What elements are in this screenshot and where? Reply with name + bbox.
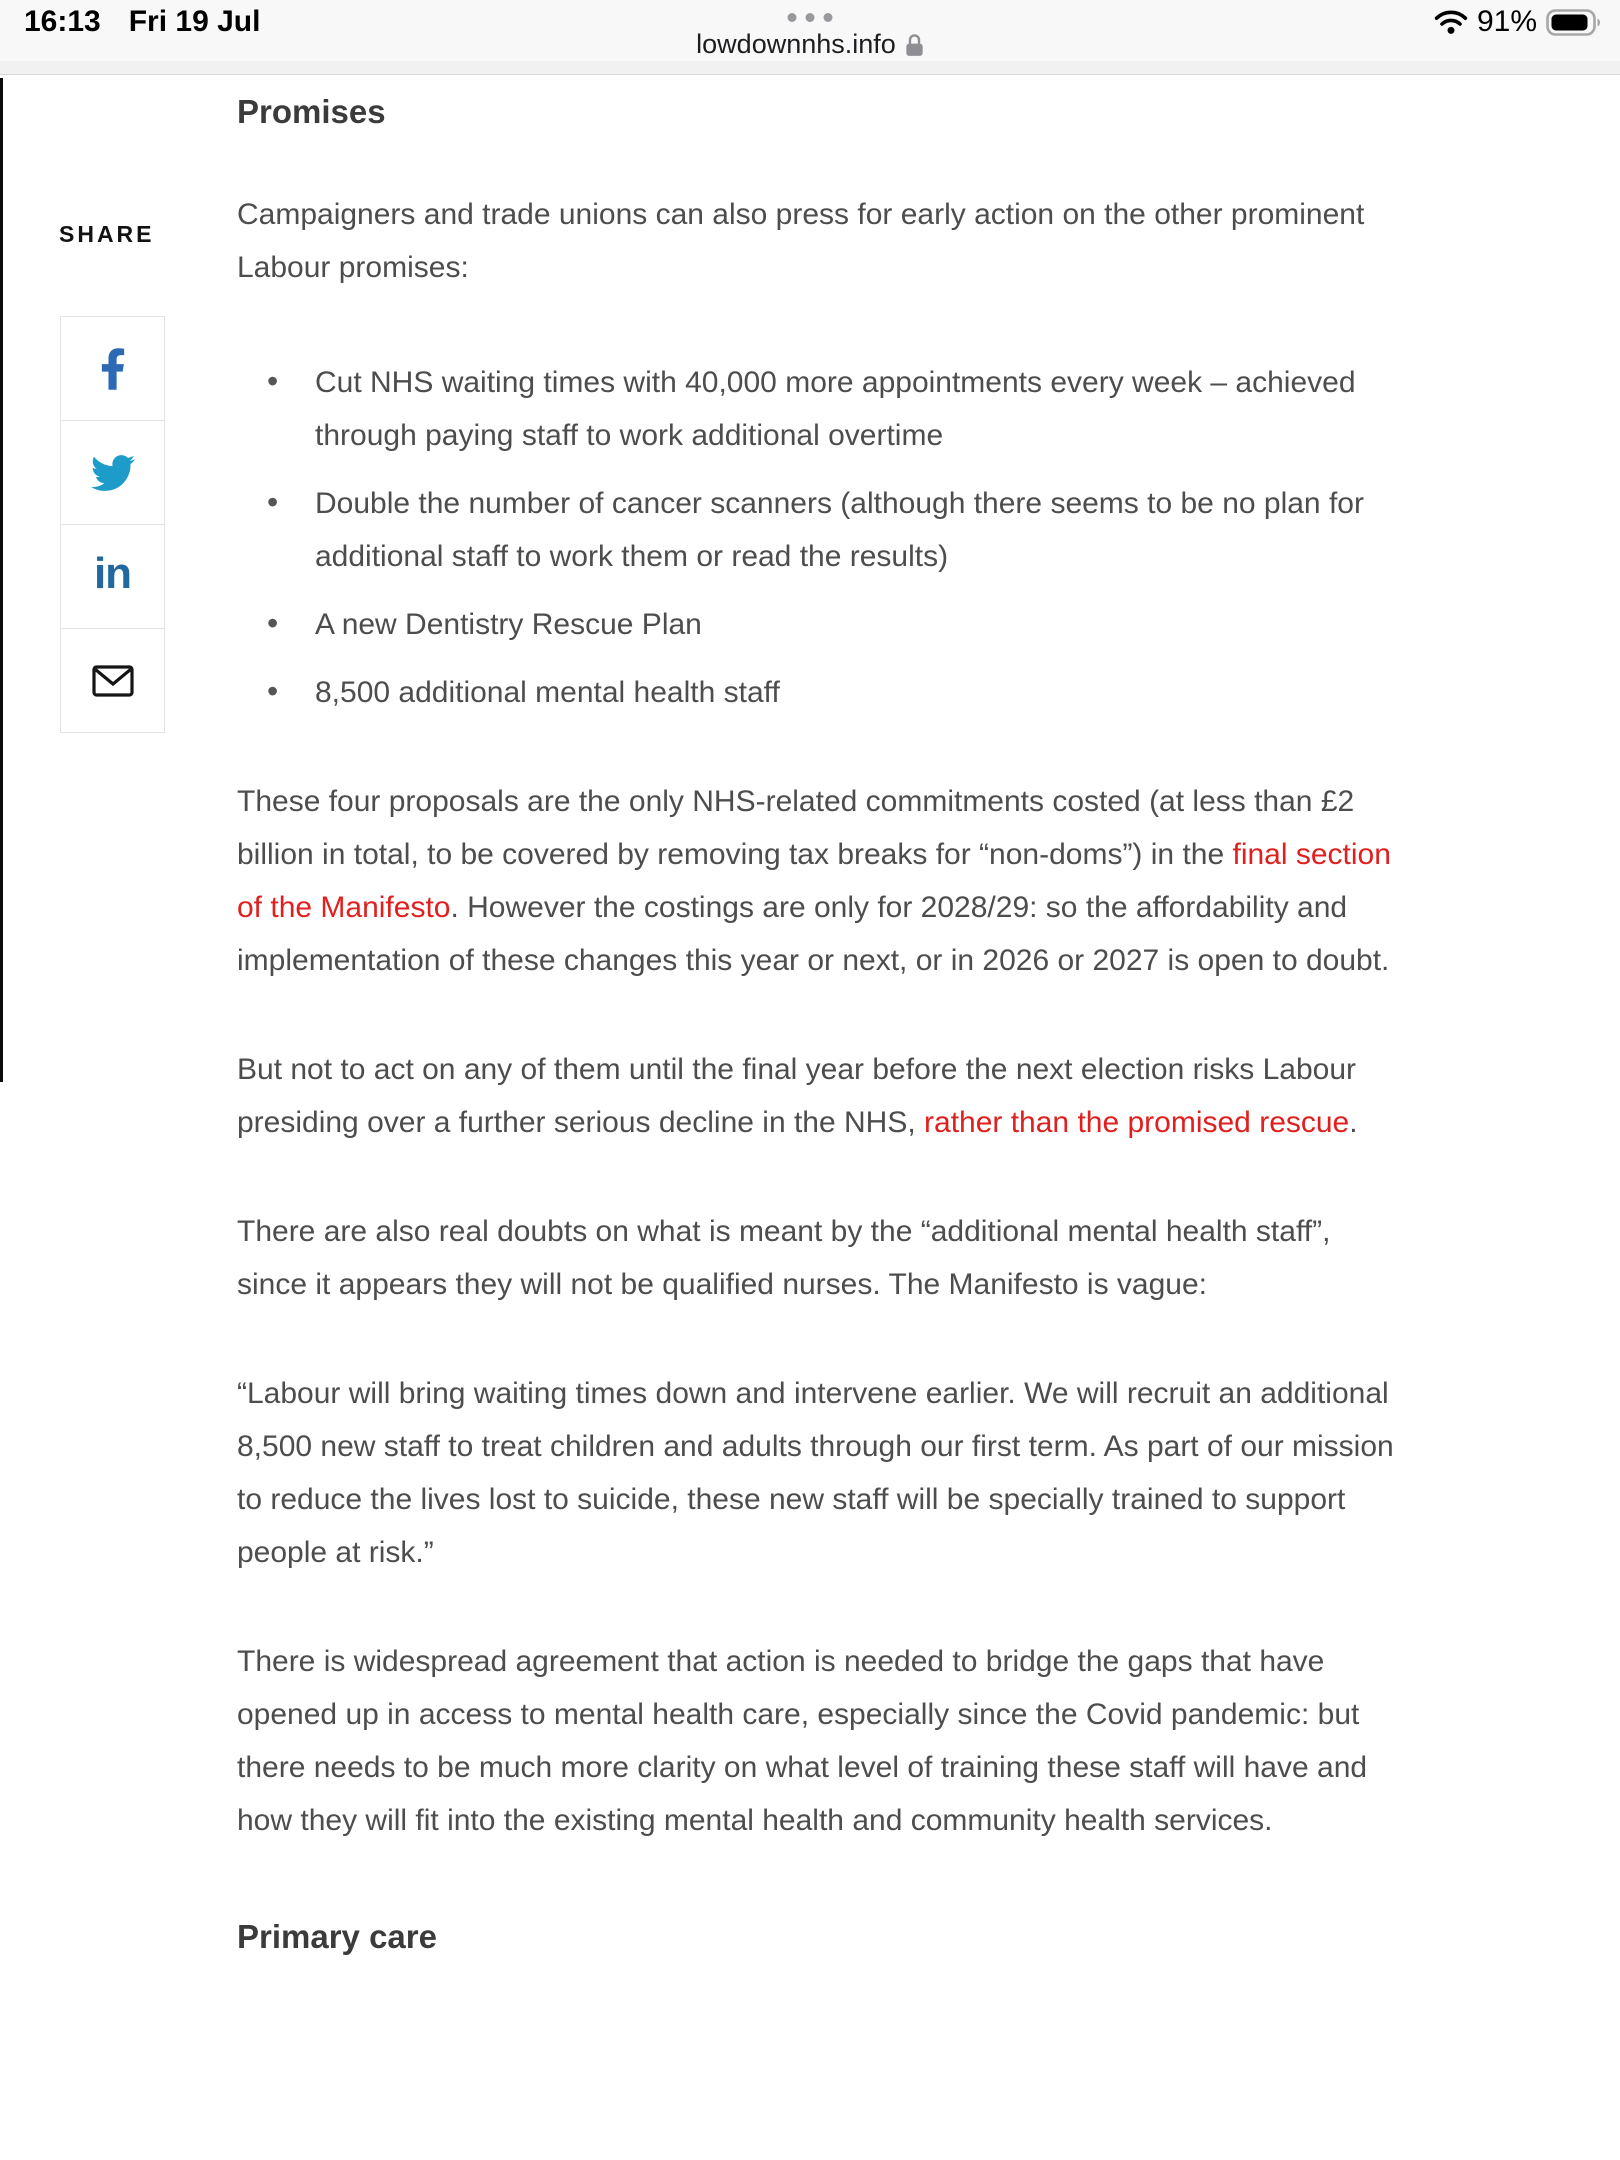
manifesto-link[interactable]: final section of the Manifesto: [237, 838, 1391, 924]
promised-rescue-link[interactable]: rather than the promised rescue: [924, 1106, 1350, 1139]
manifesto-quote-paragraph: “Labour will bring waiting times down and intervene earlier. We will recruit an additional 8,500 new staff to treat children and adults through our first term. As part of our mission to reduce the lives lost to suicide, these new staff will be specially trained to support people at risk.”: [237, 1377, 1394, 1569]
doubts-paragraph: There are also real doubts on what is meant by the “additional mental health staff”, since it appears they will not be qualified nurses. The Manifesto is vague:: [237, 1215, 1331, 1301]
risk-pre: But not to act on any of them until the final year before the next election risks Labour presiding over a further serious decline in the NHS,: [237, 1053, 1356, 1139]
costings-paragraph: [237, 775, 1401, 987]
share-linkedin-button[interactable]: [61, 525, 164, 629]
lock-icon: [905, 33, 924, 57]
costings-post: . However the costings are only for 2028/29: so the affordability and implementation of these changes this year or next, or in 2026 or 2027 is open to doubt.: [237, 891, 1390, 977]
share-buttons: [60, 316, 165, 733]
battery-percent: 91%: [1476, 5, 1537, 38]
list-item-text: A new Dentistry Rescue Plan: [315, 608, 702, 641]
list-item: [237, 666, 1401, 719]
facebook-icon: [100, 346, 126, 392]
section-heading-primary-care: Primary care: [237, 1918, 437, 1955]
list-item-text: Double the number of cancer scanners (although there seems to be no plan for additional staff to work them or read the results): [315, 487, 1364, 573]
list-item: [237, 598, 1401, 651]
status-icons: [1434, 5, 1602, 39]
agreement-paragraph: There is widespread agreement that action is needed to bridge the gaps that have opened up in access to mental health care, especially since the Covid pandemic: but there needs to be much more clarity on what level of training these staff will have and how they will fit into the existing mental health and community health services.: [237, 1645, 1368, 1837]
intro-paragraph: Campaigners and trade unions can also press for early action on the other prominent Labour promises:: [237, 198, 1365, 284]
risk-post: .: [1349, 1106, 1358, 1139]
battery-icon: [1546, 9, 1602, 36]
share-label: SHARE: [59, 221, 155, 247]
share-twitter-button[interactable]: [61, 421, 164, 525]
url-text[interactable]: lowdownnhs.info: [696, 29, 896, 59]
list-item: [237, 477, 1401, 583]
costings-pre: These four proposals are the only NHS-related commitments costed (at less than £2 billion in total, to be covered by removing tax breaks for “non-doms”) in the: [237, 785, 1355, 871]
list-item-text: 8,500 additional mental health staff: [315, 676, 780, 709]
multitask-dots-icon[interactable]: [788, 13, 833, 22]
address-bar[interactable]: [0, 29, 1620, 60]
twitter-icon: [91, 451, 135, 495]
left-edge-rule: [0, 78, 3, 1082]
article-body: [237, 74, 1401, 1957]
status-time: 16:13: [24, 5, 101, 38]
wifi-icon: [1434, 9, 1468, 35]
section-heading-promises: Promises: [237, 93, 386, 130]
share-email-button[interactable]: [61, 629, 164, 732]
status-date: Fri 19 Jul: [128, 5, 261, 38]
browser-chrome: [0, 0, 1620, 75]
risk-paragraph: [237, 1043, 1401, 1149]
share-facebook-button[interactable]: [61, 317, 164, 421]
list-item-text: Cut NHS waiting times with 40,000 more appointments every week – achieved through paying staff to work additional overtime: [315, 366, 1356, 452]
email-icon: [92, 665, 134, 697]
linkedin-icon: in: [93, 548, 132, 598]
list-item: [237, 356, 1401, 462]
promises-list: [237, 356, 1401, 719]
